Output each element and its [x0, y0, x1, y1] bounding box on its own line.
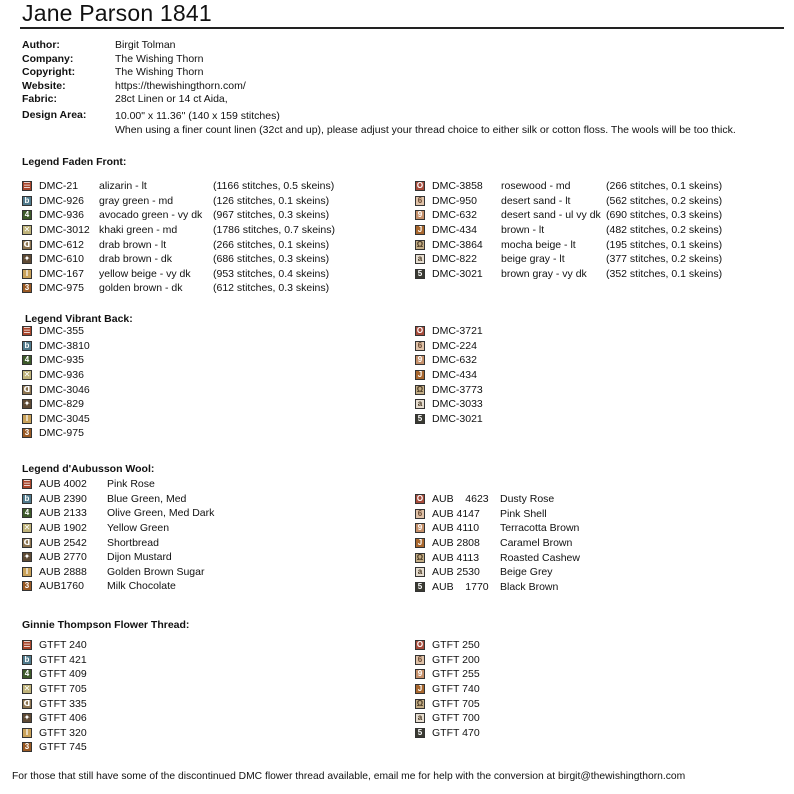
fabric-row: [22, 93, 775, 107]
thread-name: drab brown - dk: [99, 253, 172, 266]
a-symbol-icon: a: [415, 254, 425, 264]
thread-name: Shortbread: [107, 536, 159, 549]
a-symbol-icon: a: [415, 399, 425, 409]
stitch-count: (266 stitches, 0.1 skeins): [606, 180, 723, 193]
thread-name: brown - lt: [501, 224, 545, 237]
six-symbol-icon: 6: [415, 341, 425, 351]
legend-row: [415, 353, 483, 368]
faden-left-list: [22, 179, 335, 296]
nine-symbol-icon: 9: [415, 523, 425, 533]
bar-symbol-icon: I: [22, 567, 32, 577]
legend-row: [415, 653, 480, 668]
legend-row: [22, 535, 214, 550]
lines-symbol-icon: ☰: [23, 640, 31, 650]
legend-row: [22, 412, 90, 427]
legend-row: [22, 223, 335, 238]
aubusson-left-list: [22, 477, 214, 594]
stitch-count: (612 stitches, 0.3 skeins): [213, 282, 330, 295]
five-symbol-icon: 5: [415, 728, 425, 738]
stitch-count: (377 stitches, 0.2 skeins): [606, 253, 723, 266]
thread-code: AUB 2530: [432, 566, 480, 579]
cross-symbol-icon: ✕: [23, 370, 31, 380]
thread-code: DMC-610: [39, 253, 84, 266]
j-symbol-icon: J: [415, 538, 425, 548]
thread-code: GTFT 700: [432, 712, 480, 725]
thread-code: DMC-822: [432, 253, 477, 266]
star-symbol-icon: ✦: [23, 399, 31, 409]
thread-code: DMC-3773: [432, 383, 483, 396]
legend-row: [415, 382, 483, 397]
thread-code: DMC-975: [39, 282, 84, 295]
thread-name: Golden Brown Sugar: [107, 565, 205, 578]
faden-right-list: [415, 179, 722, 281]
legend-row: [415, 580, 580, 595]
legend-row: [415, 397, 483, 412]
thread-code: DMC-926: [39, 194, 84, 207]
pattern-info: [22, 39, 775, 137]
cross-symbol-icon: ✕: [23, 523, 31, 533]
thread-name: beige gray - lt: [501, 253, 565, 266]
thread-name: rosewood - md: [501, 180, 571, 193]
stitch-count: (352 stitches, 0.1 skeins): [606, 267, 723, 280]
legend-row: [415, 711, 480, 726]
thread-name: Blue Green, Med: [107, 492, 187, 505]
thread-code: GTFT 745: [39, 741, 87, 754]
legend-row: [22, 281, 335, 296]
thread-code: DMC-829: [39, 398, 84, 411]
thread-code: DMC-3045: [39, 412, 90, 425]
legend-row: [22, 492, 214, 507]
copyright-row: [22, 66, 775, 80]
legend-row: [415, 412, 483, 427]
thread-name: drab brown - lt: [99, 238, 167, 251]
legend-row: [415, 368, 483, 383]
thread-code: AUB 2542: [39, 536, 87, 549]
legend-row: [415, 521, 580, 536]
thread-code: DMC-3033: [432, 398, 483, 411]
legend-row: [415, 696, 480, 711]
legend-row: [415, 550, 580, 565]
faden-legend-title: Legend Faden Front:: [22, 156, 127, 168]
thread-name: Pink Rose: [107, 478, 155, 491]
a-symbol-icon: a: [415, 713, 425, 723]
nine-symbol-icon: 9: [415, 669, 425, 679]
omega-symbol-icon: Ω: [416, 698, 424, 708]
thread-name: gray green - md: [99, 194, 174, 207]
legend-row: [22, 653, 87, 668]
thread-code: DMC-3858: [432, 180, 483, 193]
thread-code: DMC-935: [39, 354, 84, 367]
thread-code: DMC-3046: [39, 383, 90, 396]
b-symbol-icon: b: [22, 196, 32, 206]
legend-row: [22, 579, 214, 594]
legend-row: [415, 194, 722, 209]
website-link[interactable]: https://thewishingthorn.com/: [115, 79, 246, 92]
thread-name: mocha beige - lt: [501, 238, 576, 251]
thread-code: GTFT 200: [432, 653, 480, 666]
thread-name: Pink Shell: [500, 507, 547, 520]
thread-code: DMC-434: [432, 369, 477, 382]
legend-row: [415, 339, 483, 354]
legend-row: [415, 667, 480, 682]
legend-row: [415, 726, 480, 741]
thread-name: Dusty Rose: [500, 493, 555, 506]
legend-row: [22, 682, 87, 697]
thread-name: yellow beige - vy dk: [99, 267, 191, 280]
six-symbol-icon: 6: [415, 655, 425, 665]
thread-code: DMC-3721: [432, 325, 483, 338]
legend-row: [22, 550, 214, 565]
star-symbol-icon: ✦: [23, 254, 31, 264]
six-symbol-icon: 6: [415, 196, 425, 206]
fabric-value: 28ct Linen or 14 ct Aida,: [115, 93, 228, 105]
copyright-value: The Wishing Thorn: [115, 66, 204, 78]
aubusson-legend-title: Legend d'Aubusson Wool:: [22, 463, 155, 475]
company-value: The Wishing Thorn: [115, 52, 204, 65]
thread-name: Beige Grey: [500, 566, 553, 579]
thread-name: Black Brown: [500, 580, 559, 593]
author-row: [22, 39, 775, 53]
thread-code: AUB 1770: [432, 580, 489, 593]
thread-code: DMC-632: [432, 354, 477, 367]
legend-row: [22, 506, 214, 521]
thread-name: brown gray - vy dk: [501, 267, 587, 280]
design-area-label: Design Area:: [22, 108, 87, 121]
thread-name: alizarin - lt: [99, 180, 147, 193]
six-symbol-icon: 6: [415, 509, 425, 519]
thread-code: GTFT 320: [39, 726, 87, 739]
stitch-count: (266 stitches, 0.1 skeins): [213, 238, 330, 251]
five-symbol-icon: 5: [415, 414, 425, 424]
legend-row: [22, 382, 90, 397]
thread-code: AUB1760: [39, 580, 84, 593]
thread-name: desert sand - ul vy dk: [501, 209, 601, 222]
thread-note: When using a finer count linen (32ct and up), please adjust your thread choice to either silk or cotton floss. The wools will be too thick.: [115, 123, 736, 136]
legend-row: [22, 638, 87, 653]
d-symbol-icon: ᗡ: [23, 239, 31, 249]
legend-row: [22, 521, 214, 536]
design-area-row: [22, 107, 775, 124]
nine-symbol-icon: 9: [415, 355, 425, 365]
thread-code: AUB 1902: [39, 522, 87, 535]
stitch-count: (482 stitches, 0.2 skeins): [606, 224, 723, 237]
author-value: Birgit Tolman: [115, 39, 176, 51]
legend-row: [22, 179, 335, 194]
nine-symbol-icon: 9: [415, 210, 425, 220]
thread-code: DMC-612: [39, 238, 84, 251]
thread-code: DMC-950: [432, 194, 477, 207]
thread-name: Roasted Cashew: [500, 551, 580, 564]
omega-symbol-icon: Ω: [416, 239, 424, 249]
o-symbol-icon: O: [416, 326, 424, 336]
legend-row: [22, 353, 90, 368]
omega-symbol-icon: Ω: [416, 552, 424, 562]
o-symbol-icon: O: [416, 640, 424, 650]
thread-code: AUB 4147: [432, 507, 480, 520]
legend-row: [415, 267, 722, 282]
legend-row: [22, 267, 335, 282]
thread-name: Terracotta Brown: [500, 522, 580, 535]
website-label: Website:: [22, 79, 66, 92]
title-divider: [20, 27, 784, 29]
thread-code: AUB 4113: [432, 551, 480, 564]
ginnie-left-list: [22, 638, 87, 755]
note-row: [22, 124, 775, 138]
stitch-count: (686 stitches, 0.3 skeins): [213, 253, 330, 266]
legend-row: [22, 565, 214, 580]
stitch-count: (1786 stitches, 0.7 skeins): [213, 224, 335, 237]
company-label: Company:: [22, 52, 74, 65]
ginnie-legend-title: Ginnie Thompson Flower Thread:: [22, 619, 190, 631]
lines-symbol-icon: ☰: [23, 326, 31, 336]
d-symbol-icon: ᗡ: [23, 698, 31, 708]
d-symbol-icon: ᗡ: [23, 384, 31, 394]
thread-name: Caramel Brown: [500, 537, 573, 550]
j-symbol-icon: J: [415, 684, 425, 694]
legend-row: [22, 711, 87, 726]
thread-name: Dijon Mustard: [107, 551, 172, 564]
thread-code: GTFT 406: [39, 712, 87, 725]
legend-row: [415, 682, 480, 697]
legend-row: [22, 237, 335, 252]
thread-code: DMC-355: [39, 325, 84, 338]
thread-code: GTFT 421: [39, 653, 87, 666]
legend-row: [415, 492, 580, 507]
legend-row: [22, 397, 90, 412]
thread-code: DMC-434: [432, 224, 477, 237]
thread-code: GTFT 470: [432, 726, 480, 739]
thread-code: GTFT 240: [39, 639, 87, 652]
cross-symbol-icon: ✕: [23, 684, 31, 694]
thread-name: avocado green - vy dk: [99, 209, 203, 222]
thread-code: AUB 2390: [39, 492, 87, 505]
vibrant-right-list: [415, 324, 483, 426]
thread-code: AUB 2133: [39, 507, 87, 520]
b-symbol-icon: b: [22, 494, 32, 504]
thread-name: Milk Chocolate: [107, 580, 176, 593]
legend-row: [22, 208, 335, 223]
legend-row: [22, 696, 87, 711]
stitch-count: (953 stitches, 0.4 skeins): [213, 267, 330, 280]
thread-code: GTFT 740: [432, 683, 480, 696]
thread-name: Olive Green, Med Dark: [107, 507, 215, 520]
thread-code: GTFT 705: [39, 683, 87, 696]
d-symbol-icon: ᗡ: [23, 537, 31, 547]
vibrant-left-list: [22, 324, 90, 441]
thread-code: DMC-975: [39, 427, 84, 440]
copyright-label: Copyright:: [22, 66, 76, 78]
three-symbol-icon: 3: [22, 428, 32, 438]
legend-row: [22, 194, 335, 209]
three-symbol-icon: 3: [22, 742, 32, 752]
aubusson-right-list: [415, 492, 580, 594]
page-title: Jane Parson 1841: [22, 0, 212, 26]
design-area-value: 10.00" x 11.36" (140 x 159 stitches): [115, 110, 280, 122]
cross-symbol-icon: ✕: [23, 225, 31, 235]
thread-code: DMC-936: [39, 209, 84, 222]
thread-code: GTFT 335: [39, 697, 87, 710]
thread-code: AUB 2770: [39, 551, 87, 564]
lines-symbol-icon: ☰: [23, 181, 31, 191]
thread-code: DMC-3810: [39, 339, 90, 352]
three-symbol-icon: 3: [22, 283, 32, 293]
thread-code: GTFT 250: [432, 639, 480, 652]
legend-row: [22, 726, 87, 741]
thread-code: DMC-3864: [432, 238, 483, 251]
j-symbol-icon: J: [415, 370, 425, 380]
thread-code: DMC-167: [39, 267, 84, 280]
legend-row: [415, 565, 580, 580]
company-row: [22, 53, 775, 67]
omega-symbol-icon: Ω: [416, 384, 424, 394]
lines-symbol-icon: ☰: [23, 479, 31, 489]
thread-code: GTFT 705: [432, 697, 480, 710]
legend-row: [415, 223, 722, 238]
thread-name: desert sand - lt: [501, 194, 571, 207]
legend-row: [415, 179, 722, 194]
stitch-count: (195 stitches, 0.1 skeins): [606, 238, 723, 251]
legend-row: [415, 638, 480, 653]
legend-row: [415, 208, 722, 223]
thread-code: DMC-936: [39, 369, 84, 382]
thread-code: DMC-3021: [432, 267, 483, 280]
j-symbol-icon: J: [415, 225, 425, 235]
vibrant-legend-title: Legend Vibrant Back:: [25, 313, 133, 325]
legend-row: [22, 368, 90, 383]
stitch-count: (690 stitches, 0.3 skeins): [606, 209, 723, 222]
thread-code: DMC-224: [432, 339, 477, 352]
legend-row: [415, 237, 722, 252]
five-symbol-icon: 5: [415, 269, 425, 279]
thread-code: AUB 2808: [432, 537, 480, 550]
four-symbol-icon: 4: [22, 355, 32, 365]
legend-row: [22, 477, 214, 492]
thread-code: AUB 2888: [39, 565, 87, 578]
legend-row: [415, 507, 580, 522]
legend-row: [22, 339, 90, 354]
three-symbol-icon: 3: [22, 581, 32, 591]
footer-note: For those that still have some of the discontinued DMC flower thread available, email me for help with the conversion at birgit@thewishingthorn.com: [12, 771, 686, 782]
b-symbol-icon: b: [22, 655, 32, 665]
bar-symbol-icon: I: [22, 728, 32, 738]
thread-code: DMC-21: [39, 180, 79, 193]
stitch-count: (1166 stitches, 0.5 skeins): [213, 180, 335, 193]
legend-row: [22, 667, 87, 682]
legend-row: [415, 536, 580, 551]
legend-row: [22, 324, 90, 339]
thread-code: AUB 4002: [39, 478, 87, 491]
star-symbol-icon: ✦: [23, 713, 31, 723]
legend-row: [415, 252, 722, 267]
thread-code: DMC-3021: [432, 412, 483, 425]
legend-row: [415, 324, 483, 339]
a-symbol-icon: a: [415, 567, 425, 577]
four-symbol-icon: 4: [22, 669, 32, 679]
website-row: [22, 80, 775, 94]
thread-code: GTFT 255: [432, 668, 480, 681]
thread-code: DMC-632: [432, 209, 477, 222]
thread-code: AUB 4623: [432, 493, 489, 506]
legend-row: [22, 252, 335, 267]
four-symbol-icon: 4: [22, 508, 32, 518]
stitch-count: (967 stitches, 0.3 skeins): [213, 209, 330, 222]
author-label: Author:: [22, 39, 60, 51]
stitch-count: (562 stitches, 0.2 skeins): [606, 194, 723, 207]
thread-name: Yellow Green: [107, 522, 170, 535]
four-symbol-icon: 4: [22, 210, 32, 220]
b-symbol-icon: b: [22, 341, 32, 351]
thread-code: GTFT 409: [39, 668, 87, 681]
five-symbol-icon: 5: [415, 582, 425, 592]
bar-symbol-icon: I: [22, 414, 32, 424]
ginnie-right-list: [415, 638, 480, 740]
stitch-count: (126 stitches, 0.1 skeins): [213, 194, 330, 207]
fabric-label: Fabric:: [22, 93, 58, 105]
legend-row: [22, 740, 87, 755]
thread-code: AUB 4110: [432, 522, 480, 535]
o-symbol-icon: O: [416, 494, 424, 504]
star-symbol-icon: ✦: [23, 552, 31, 562]
thread-name: khaki green - md: [99, 224, 178, 237]
thread-code: DMC-3012: [39, 224, 90, 237]
legend-row: [22, 426, 90, 441]
o-symbol-icon: O: [416, 181, 424, 191]
bar-symbol-icon: I: [22, 269, 32, 279]
thread-name: golden brown - dk: [99, 282, 183, 295]
